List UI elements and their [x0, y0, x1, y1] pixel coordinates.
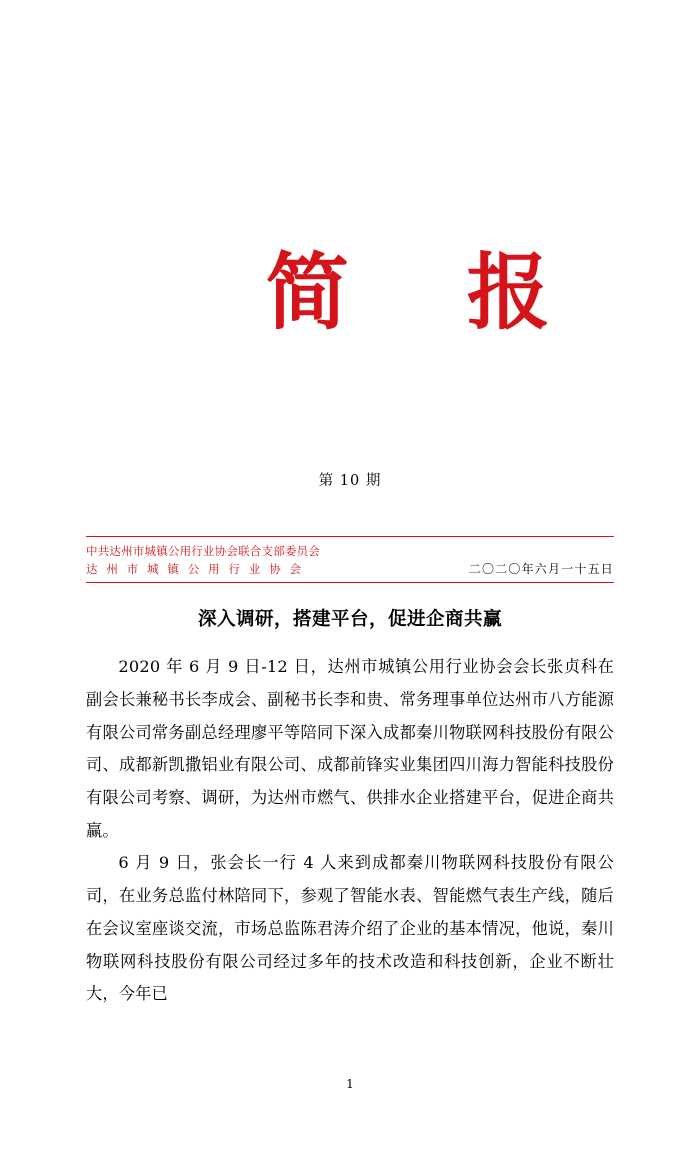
issue-date: 二〇二〇年六月一十五日	[468, 561, 614, 576]
org-association-name: 达 州 市 城 镇 公 用 行 业 协 会	[86, 561, 304, 576]
issue-number: 第 10 期	[318, 473, 382, 489]
masthead-char-2: 报	[466, 243, 550, 341]
org-row-1	[86, 543, 614, 560]
masthead-char-1: 简	[265, 243, 349, 341]
org-header-block	[86, 536, 614, 583]
org-row-2	[86, 561, 614, 578]
red-rule-top	[86, 536, 614, 537]
paragraph-1: 2020 年 6 月 9 日-12 日，达州市城镇公用行业协会会长张贞科在副会长兼秘书长李成会、副秘书长李和贵、常务理事单位达州市八方能源有限公司常务副总经理廖平等陪同下深入成都秦川物联网科技股份有限公司、成都新凯撒铝业有限公司、成都前锋实业集团四川海力智能科技股份有限公司考察、调研，为达州市燃气、供排水企业搭建平台，促进企商共赢。	[86, 657, 614, 840]
article-headline: 深入调研，搭建平台，促进企商共赢	[197, 609, 502, 631]
red-rule-bottom	[86, 582, 614, 583]
document-page	[0, 168, 700, 1157]
org-lines	[86, 543, 614, 578]
paragraph-2: 6 月 9 日，张会长一行 4 人来到成都秦川物联网科技股份有限公司，在业务总监付林陪同下，参观了智能水表、智能燃气表生产线，随后在会议室座谈交流，市场总监陈君涛介绍了企业的基本情况，他说，秦川物联网科技股份有限公司经过多年的技术改造和科技创新，企业不断壮大，今年已	[86, 853, 614, 1004]
org-party-branch: 中共达州市城镇公用行业协会联合支部委员会	[86, 544, 320, 558]
article-body	[86, 651, 614, 1011]
masthead-title	[86, 168, 614, 417]
page-number: 1	[346, 1077, 354, 1091]
